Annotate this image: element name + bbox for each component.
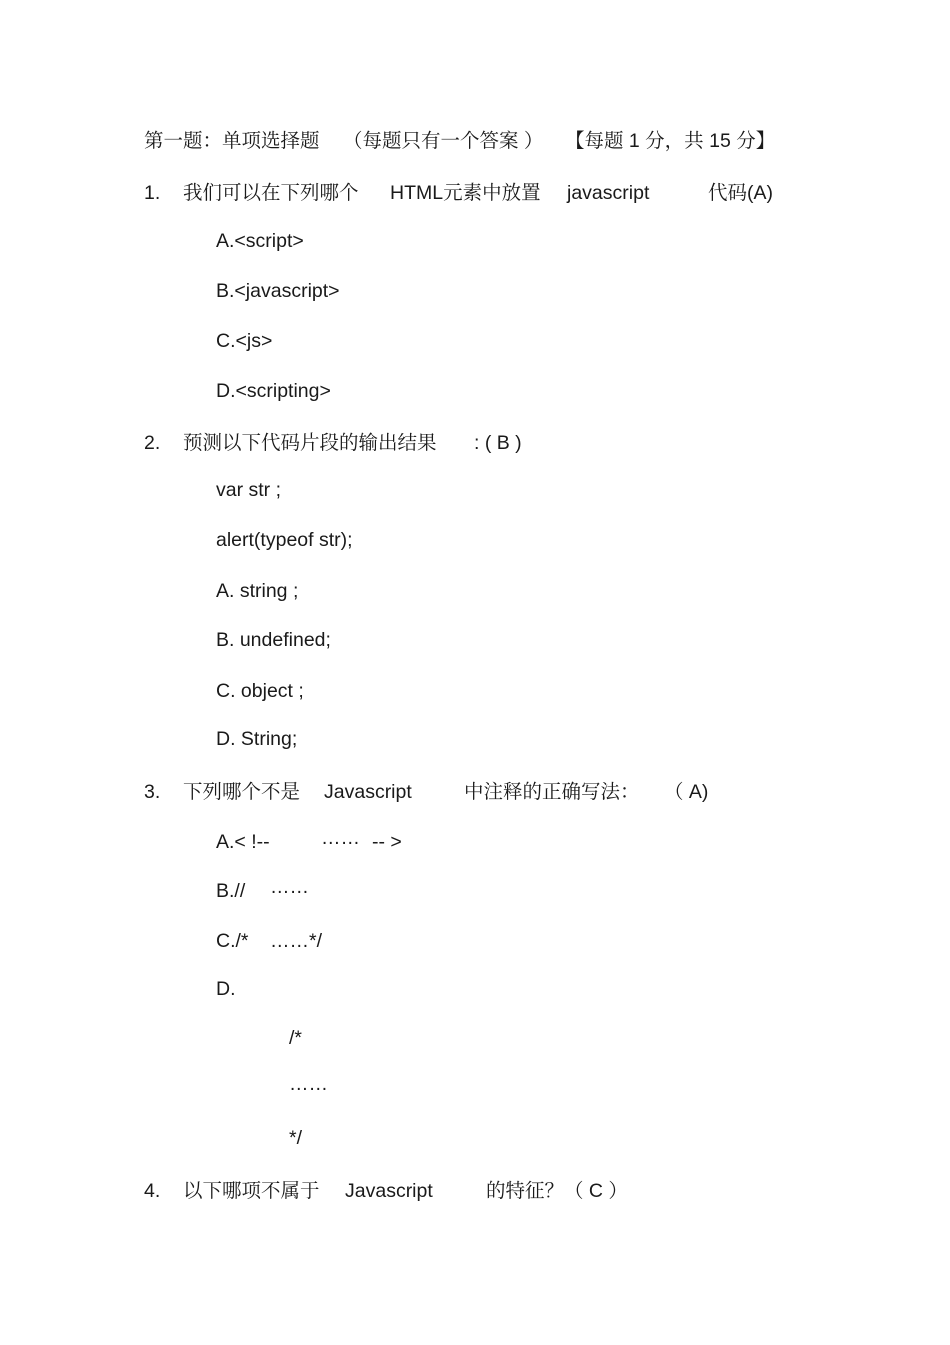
- question-1-text-html: HTML元素中放置: [390, 182, 541, 204]
- question-2-text: 预测以下代码片段的输出结果: [183, 432, 437, 454]
- q2-option-d: D. String;: [216, 728, 298, 750]
- q2-option-a: A. string ;: [216, 580, 299, 602]
- question-3-answer: （ A): [664, 781, 709, 803]
- q3-option-d-line-2: ……: [289, 1073, 328, 1095]
- section-title: 第一题：单项选择题: [144, 130, 320, 152]
- q3-option-c-end: ……*/: [270, 930, 323, 952]
- q2-option-c: C. object ;: [216, 680, 304, 702]
- section-scoring: 【每题 1 分，共 15 分】: [565, 130, 776, 152]
- q3-option-a-ellipsis: ……: [321, 827, 360, 849]
- q3-option-b-start: B.//: [216, 880, 246, 902]
- question-3-text-rest: 中注释的正确写法：: [464, 781, 640, 803]
- q3-option-a-start: A.< !--: [216, 831, 270, 853]
- question-1-answer: 代码(A): [708, 182, 773, 204]
- q3-option-b-ellipsis: ……: [270, 876, 309, 898]
- q1-option-a: A.<script>: [216, 230, 304, 252]
- q3-option-d-line-1: /*: [289, 1027, 303, 1049]
- q2-code-line-1: var str ;: [216, 479, 282, 501]
- q3-option-d-line-3: */: [289, 1127, 303, 1149]
- question-4-text-rest: 的特征？（ C ）: [486, 1180, 628, 1202]
- section-note: （每题只有一个答案 ）: [343, 130, 544, 152]
- question-4-text-js: Javascript: [345, 1180, 433, 1202]
- q1-option-d: D.<scripting>: [216, 380, 331, 402]
- question-1-text: 我们可以在下列哪个: [183, 182, 359, 204]
- q3-option-c-start: C./*: [216, 930, 249, 952]
- question-1-number: 1.: [144, 182, 161, 204]
- question-3-number: 3.: [144, 781, 161, 803]
- q3-option-d: D.: [216, 978, 236, 1000]
- question-2-answer: : ( B ): [474, 432, 522, 454]
- question-4-text: 以下哪项不属于: [183, 1180, 320, 1202]
- q1-option-c: C.<js>: [216, 330, 273, 352]
- question-3-text: 下列哪个不是: [183, 781, 301, 803]
- q2-code-line-2: alert(typeof str);: [216, 529, 353, 551]
- q2-option-b: B. undefined;: [216, 629, 331, 651]
- question-4-number: 4.: [144, 1180, 161, 1202]
- q1-option-b: B.<javascript>: [216, 280, 340, 302]
- question-3-text-js: Javascript: [324, 781, 412, 803]
- q3-option-a-end: -- >: [372, 831, 402, 853]
- question-1-text-js: javascript: [567, 182, 650, 204]
- question-2-number: 2.: [144, 432, 161, 454]
